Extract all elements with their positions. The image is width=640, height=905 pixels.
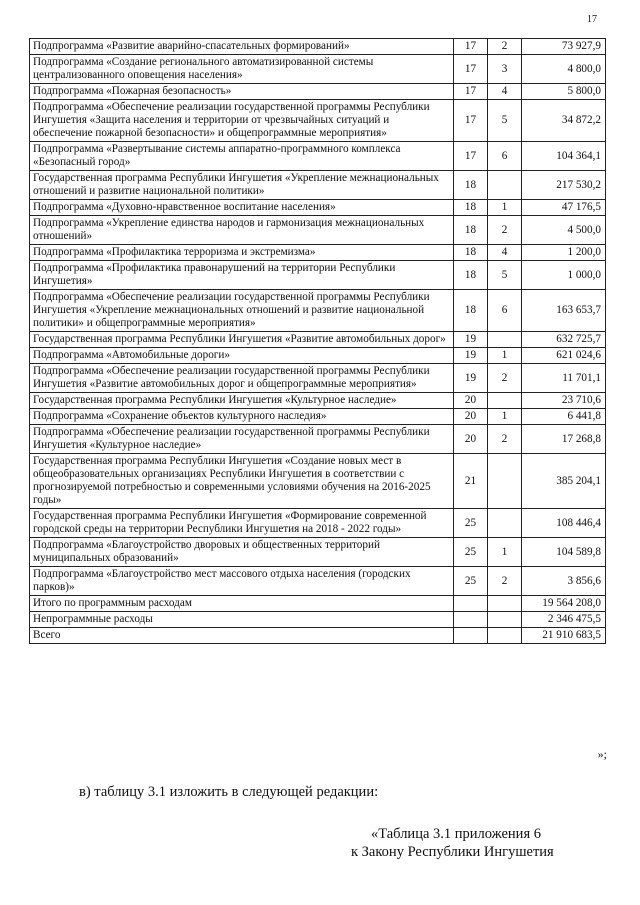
subprogram-code-cell: 1 (488, 200, 522, 216)
program-code-cell: 25 (454, 538, 488, 567)
program-name-cell: Подпрограмма «Сохранение объектов культурного наследия» (30, 409, 454, 425)
table-row (30, 200, 606, 216)
program-code-cell (454, 612, 488, 628)
table-row (30, 100, 606, 142)
table-row (30, 509, 606, 538)
table-row (30, 364, 606, 393)
program-name-cell: Государственная программа Республики Ингушетия «Создание новых мест в общеобразовательных организациях Республики Ингушетия в соответствии с прогнозируемой потребностью и современными условиями обучения на 2016-2025 годы» (30, 454, 454, 509)
subprogram-code-cell (488, 332, 522, 348)
subprogram-code-cell: 2 (488, 364, 522, 393)
program-name-cell: Итого по программным расходам (30, 596, 454, 612)
amount-cell: 1 200,0 (522, 245, 606, 261)
amount-cell: 73 927,9 (522, 39, 606, 55)
program-name-cell: Подпрограмма «Благоустройство мест массового отдыха населения (городских парков)» (30, 567, 454, 596)
subprogram-code-cell (488, 628, 522, 644)
table-row (30, 628, 606, 644)
program-code-cell: 19 (454, 348, 488, 364)
amount-cell: 19 564 208,0 (522, 596, 606, 612)
table-caption-line-1: «Таблица 3.1 приложения 6 (371, 826, 541, 842)
program-code-cell: 17 (454, 100, 488, 142)
program-code-cell: 18 (454, 171, 488, 200)
amount-cell: 2 346 475,5 (522, 612, 606, 628)
amount-cell: 104 589,8 (522, 538, 606, 567)
program-code-cell: 17 (454, 84, 488, 100)
subprogram-code-cell: 2 (488, 216, 522, 245)
program-name-cell: Государственная программа Республики Ингушетия «Развитие автомобильных дорог» (30, 332, 454, 348)
amount-cell: 34 872,2 (522, 100, 606, 142)
amount-cell: 108 446,4 (522, 509, 606, 538)
subprogram-code-cell: 4 (488, 245, 522, 261)
table-row (30, 171, 606, 200)
program-code-cell: 18 (454, 261, 488, 290)
subprogram-code-cell (488, 393, 522, 409)
subprogram-code-cell: 4 (488, 84, 522, 100)
table-row (30, 612, 606, 628)
subprogram-code-cell (488, 612, 522, 628)
amount-cell: 21 910 683,5 (522, 628, 606, 644)
subprogram-code-cell (488, 171, 522, 200)
amount-cell: 1 000,0 (522, 261, 606, 290)
amount-cell: 632 725,7 (522, 332, 606, 348)
amount-cell: 163 653,7 (522, 290, 606, 332)
subprogram-code-cell (488, 596, 522, 612)
amount-cell: 11 701,1 (522, 364, 606, 393)
program-name-cell: Подпрограмма «Укрепление единства народов и гармонизация межнациональных отношений» (30, 216, 454, 245)
subprogram-code-cell: 3 (488, 55, 522, 84)
program-name-cell: Подпрограмма «Обеспечение реализации государственной программы Республики Ингушетия «Защита населения и территории от чрезвычайных ситуаций и обеспечение пожарной безопасности» и общепрограммные мероприятия» (30, 100, 454, 142)
amount-cell: 47 176,5 (522, 200, 606, 216)
program-code-cell: 17 (454, 55, 488, 84)
subprogram-code-cell: 1 (488, 538, 522, 567)
program-name-cell: Подпрограмма «Обеспечение реализации государственной программы Республики Ингушетия «Развитие автомобильных дорог и общепрограммные мероприятия» (30, 364, 454, 393)
table-row (30, 245, 606, 261)
amount-cell: 4 800,0 (522, 55, 606, 84)
table-row (30, 142, 606, 171)
subprogram-code-cell: 5 (488, 100, 522, 142)
page-number: 17 (587, 14, 597, 25)
amount-cell: 6 441,8 (522, 409, 606, 425)
subprogram-code-cell: 6 (488, 290, 522, 332)
table-row (30, 55, 606, 84)
program-name-cell: Всего (30, 628, 454, 644)
program-name-cell: Подпрограмма «Обеспечение реализации государственной программы Республики Ингушетия «Укрепление межнациональных отношений и развитие национальной политики» и общепрограммные мероприятия» (30, 290, 454, 332)
table-row (30, 538, 606, 567)
subprogram-code-cell: 2 (488, 39, 522, 55)
program-name-cell: Государственная программа Республики Ингушетия «Укрепление межнациональных отношений и развитие национальной политики» (30, 171, 454, 200)
program-code-cell: 18 (454, 200, 488, 216)
program-code-cell: 19 (454, 332, 488, 348)
table-row (30, 425, 606, 454)
program-name-cell: Непрограммные расходы (30, 612, 454, 628)
program-code-cell: 19 (454, 364, 488, 393)
budget-table (29, 38, 606, 644)
program-code-cell: 18 (454, 290, 488, 332)
amount-cell: 3 856,6 (522, 567, 606, 596)
program-code-cell (454, 596, 488, 612)
amount-cell: 217 530,2 (522, 171, 606, 200)
subprogram-code-cell: 1 (488, 409, 522, 425)
program-name-cell: Подпрограмма «Духовно-нравственное воспитание населения» (30, 200, 454, 216)
amount-cell: 385 204,1 (522, 454, 606, 509)
subprogram-code-cell: 2 (488, 567, 522, 596)
program-code-cell: 25 (454, 567, 488, 596)
amount-cell: 17 268,8 (522, 425, 606, 454)
amendment-instruction: в) таблицу 3.1 изложить в следующей редакции: (79, 784, 379, 800)
program-code-cell: 20 (454, 425, 488, 454)
subprogram-code-cell (488, 454, 522, 509)
amount-cell: 5 800,0 (522, 84, 606, 100)
subprogram-code-cell: 5 (488, 261, 522, 290)
program-name-cell: Подпрограмма «Благоустройство дворовых и общественных территорий муниципальных образований» (30, 538, 454, 567)
program-code-cell (454, 628, 488, 644)
program-name-cell: Подпрограмма «Автомобильные дороги» (30, 348, 454, 364)
program-code-cell: 20 (454, 393, 488, 409)
subprogram-code-cell (488, 509, 522, 538)
table-row (30, 409, 606, 425)
program-code-cell: 17 (454, 142, 488, 171)
amount-cell: 4 500,0 (522, 216, 606, 245)
amount-cell: 104 364,1 (522, 142, 606, 171)
subprogram-code-cell: 2 (488, 425, 522, 454)
table-row (30, 332, 606, 348)
program-code-cell: 18 (454, 216, 488, 245)
program-code-cell: 21 (454, 454, 488, 509)
table-row (30, 290, 606, 332)
program-name-cell: Подпрограмма «Создание регионального автоматизированной системы централизованного оповещения населения» (30, 55, 454, 84)
amount-cell: 621 024,6 (522, 348, 606, 364)
subprogram-code-cell: 1 (488, 348, 522, 364)
program-name-cell: Подпрограмма «Пожарная безопасность» (30, 84, 454, 100)
table-row (30, 216, 606, 245)
program-code-cell: 20 (454, 409, 488, 425)
program-name-cell: Подпрограмма «Профилактика правонарушений на территории Республики Ингушетия» (30, 261, 454, 290)
table-row (30, 348, 606, 364)
program-code-cell: 25 (454, 509, 488, 538)
subprogram-code-cell: 6 (488, 142, 522, 171)
program-code-cell: 17 (454, 39, 488, 55)
program-name-cell: Государственная программа Республики Ингушетия «Культурное наследие» (30, 393, 454, 409)
table-row (30, 567, 606, 596)
amount-cell: 23 710,6 (522, 393, 606, 409)
table-caption-line-2: к Закону Республики Ингушетия (351, 844, 554, 860)
table-row (30, 454, 606, 509)
program-name-cell: Подпрограмма «Развертывание системы аппаратно-программного комплекса «Безопасный город» (30, 142, 454, 171)
table-row (30, 39, 606, 55)
table-row (30, 261, 606, 290)
program-name-cell: Подпрограмма «Профилактика терроризма и экстремизма» (30, 245, 454, 261)
table-row (30, 393, 606, 409)
program-name-cell: Подпрограмма «Развитие аварийно-спасательных формирований» (30, 39, 454, 55)
program-name-cell: Подпрограмма «Обеспечение реализации государственной программы Республики Ингушетия «Культурное наследие» (30, 425, 454, 454)
closing-quote: »; (597, 747, 607, 761)
table-row (30, 84, 606, 100)
table-row (30, 596, 606, 612)
budget-table-body (30, 39, 606, 644)
program-name-cell: Государственная программа Республики Ингушетия «Формирование современной городской среды на территории Республики Ингушетия на 2018 - 2022 годы» (30, 509, 454, 538)
program-code-cell: 18 (454, 245, 488, 261)
